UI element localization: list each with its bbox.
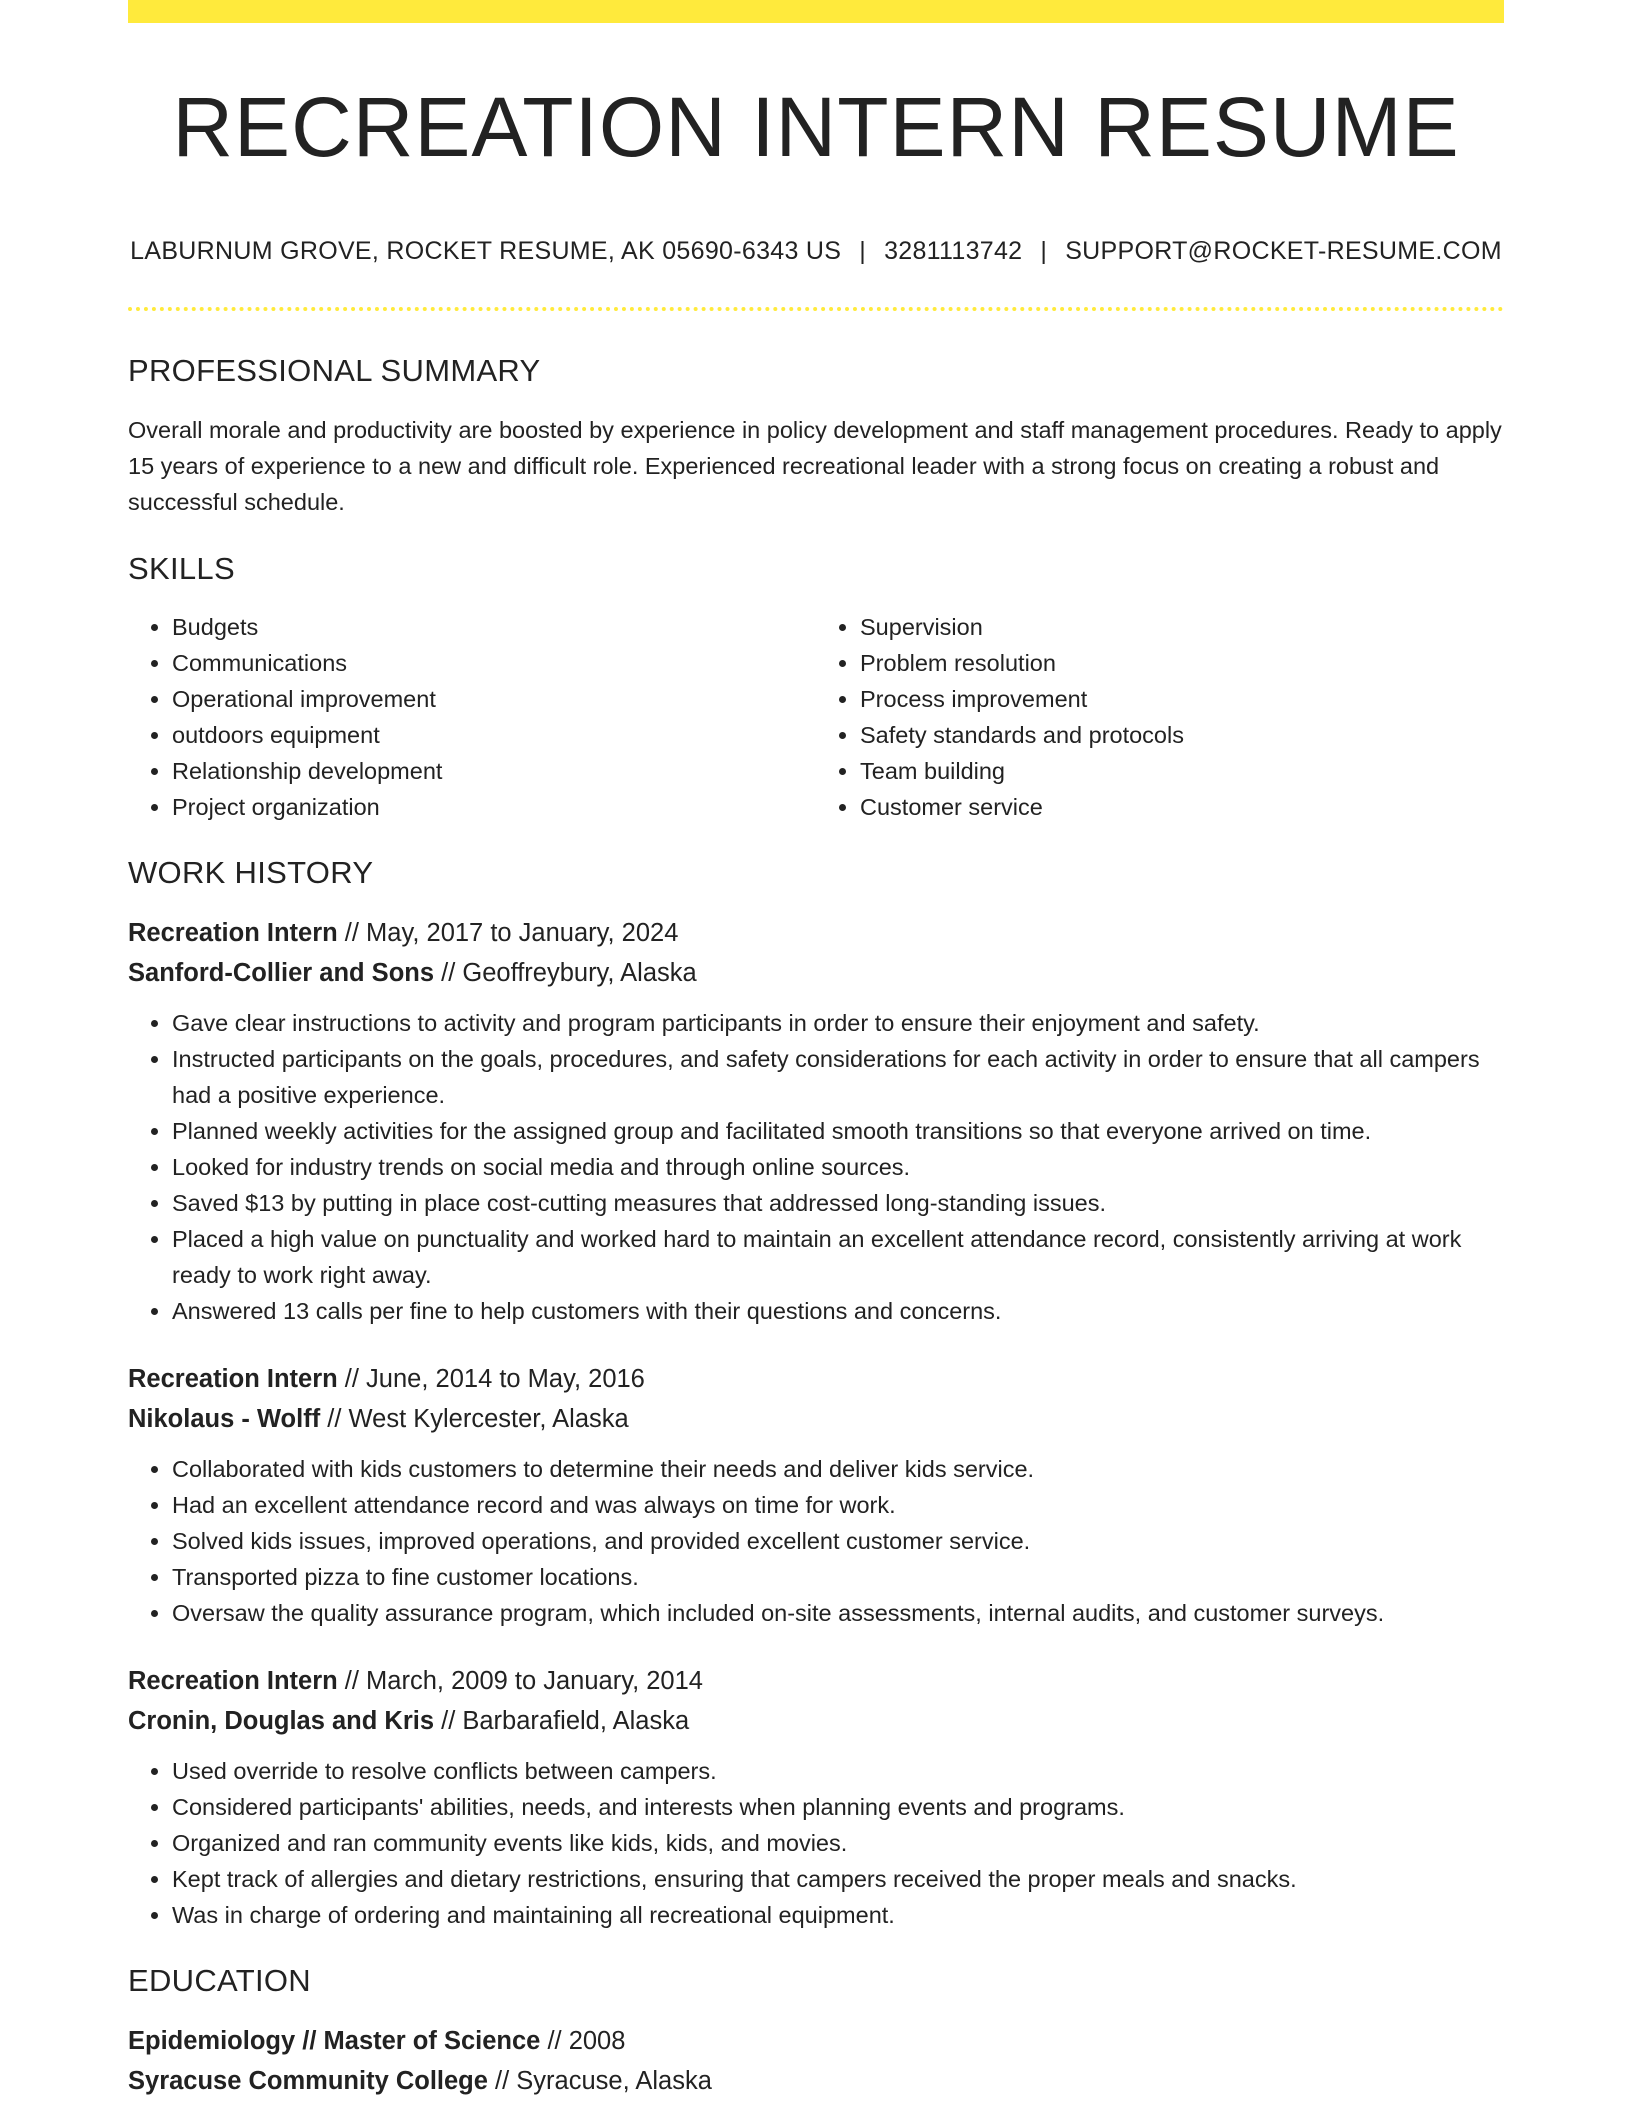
job-bullets [128,1451,1504,1631]
job-company-line [128,953,1504,993]
education-degree: Epidemiology // Master of Science [128,2027,541,2055]
skills-column-right [816,609,1504,825]
education-heading: EDUCATION [128,1963,311,1998]
job-dates: // June, 2014 to May, 2016 [337,1365,645,1393]
job-bullet: • Kept track of allergies and dietary restrictions, ensuring that campers received the proper meals and snacks. [172,1861,1504,1897]
job-bullet: • Planned weekly activities for the assigned group and facilitated smooth transitions so that everyone arrived on time. [172,1113,1504,1149]
job-location: // West Kylercester, Alaska [320,1405,629,1433]
resume-title: RECREATION INTERN RESUME [172,80,1460,174]
job-company: Nikolaus - Wolff [128,1405,321,1433]
contact-email: SUPPORT@ROCKET-RESUME.COM [1065,237,1502,265]
skill-item: • Process improvement [860,681,1504,717]
job-bullet: • Gave clear instructions to activity and program participants in order to ensure their enjoyment and safety. [172,1005,1504,1041]
job-title: Recreation Intern [128,1365,338,1393]
education-location: // Syracuse, Alaska [487,2067,712,2095]
skill-item: • Relationship development [172,753,816,789]
job-entry [128,1661,1504,1933]
job-bullet: • Used override to resolve conflicts between campers. [172,1753,1504,1789]
top-accent-bar [128,0,1504,23]
job-bullet: • Looked for industry trends on social media and through online sources. [172,1149,1504,1185]
job-bullet: • Instructed participants on the goals, procedures, and safety considerations for each activity in order to ensure that all campers had a positive experience. [172,1041,1504,1113]
job-title-line [128,1359,1504,1399]
skill-item: • Operational improvement [172,681,816,717]
job-title-line [128,1661,1504,1701]
job-company: Cronin, Douglas and Kris [128,1707,435,1735]
job-dates: // March, 2009 to January, 2014 [337,1667,703,1695]
job-company: Sanford-Collier and Sons [128,959,435,987]
job-bullet: • Solved kids issues, improved operations, and provided excellent customer service. [172,1523,1504,1559]
education-year: // 2008 [540,2027,626,2055]
skill-item: • Safety standards and protocols [860,717,1504,753]
skills-column-left [128,609,816,825]
job-title-line [128,913,1504,953]
job-bullet: • Considered participants' abilities, needs, and interests when planning events and programs. [172,1789,1504,1825]
skill-item: • Problem resolution [860,645,1504,681]
job-location: // Geoffreybury, Alaska [434,959,697,987]
job-entry [128,1359,1504,1631]
skills-heading: SKILLS [128,551,235,586]
job-company-line [128,1701,1504,1741]
job-bullet: • Oversaw the quality assurance program, which included on-site assessments, internal audits, and customer surveys. [172,1595,1504,1631]
job-title: Recreation Intern [128,919,338,947]
contact-phone: 3281113742 [884,237,1023,265]
education-school-line [128,2061,1504,2101]
skill-item: • Project organization [172,789,816,825]
education-entry [128,2021,1504,2101]
education-school: Syracuse Community College [128,2067,488,2095]
summary-text: Overall morale and productivity are boosted by experience in policy development and staff management procedures. Ready to apply 15 years of experience to a new and difficult role. Experienced recreational leader with a strong focus on creating a robust and successful schedule. [128,417,1502,515]
job-bullet: • Was in charge of ordering and maintaining all recreational equipment. [172,1897,1504,1933]
skills-list [128,609,1504,825]
job-entry [128,913,1504,1329]
job-bullet: • Placed a high value on punctuality and worked hard to maintain an excellent attendance record, consistently arriving at work ready to work right away. [172,1221,1504,1293]
skill-item: • Team building [860,753,1504,789]
education-degree-line [128,2021,1504,2061]
contact-separator: | [1040,237,1048,265]
skill-item: • Customer service [860,789,1504,825]
work-history-heading: WORK HISTORY [128,855,374,890]
job-title: Recreation Intern [128,1667,338,1695]
job-bullet: • Had an excellent attendance record and was always on time for work. [172,1487,1504,1523]
contact-line [128,237,1504,266]
job-bullet: • Collaborated with kids customers to determine their needs and deliver kids service. [172,1451,1504,1487]
job-bullets [128,1753,1504,1933]
job-bullets [128,1005,1504,1329]
job-dates: // May, 2017 to January, 2024 [337,919,679,947]
job-location: // Barbarafield, Alaska [434,1707,690,1735]
job-company-line [128,1399,1504,1439]
job-bullet: • Transported pizza to fine customer locations. [172,1559,1504,1595]
resume-content [128,0,1504,2101]
job-bullet: • Saved $13 by putting in place cost-cutting measures that addressed long-standing issues. [172,1185,1504,1221]
job-bullet: • Answered 13 calls per fine to help customers with their questions and concerns. [172,1293,1504,1329]
skill-item: • outdoors equipment [172,717,816,753]
dotted-divider [128,307,1504,311]
contact-address: LABURNUM GROVE, ROCKET RESUME, AK 05690-6343 US [130,237,842,265]
contact-separator: | [859,237,867,265]
job-bullet: • Organized and ran community events like kids, kids, and movies. [172,1825,1504,1861]
skill-item: • Supervision [860,609,1504,645]
summary-heading: PROFESSIONAL SUMMARY [128,353,541,388]
skill-item: • Budgets [172,609,816,645]
skill-item: • Communications [172,645,816,681]
